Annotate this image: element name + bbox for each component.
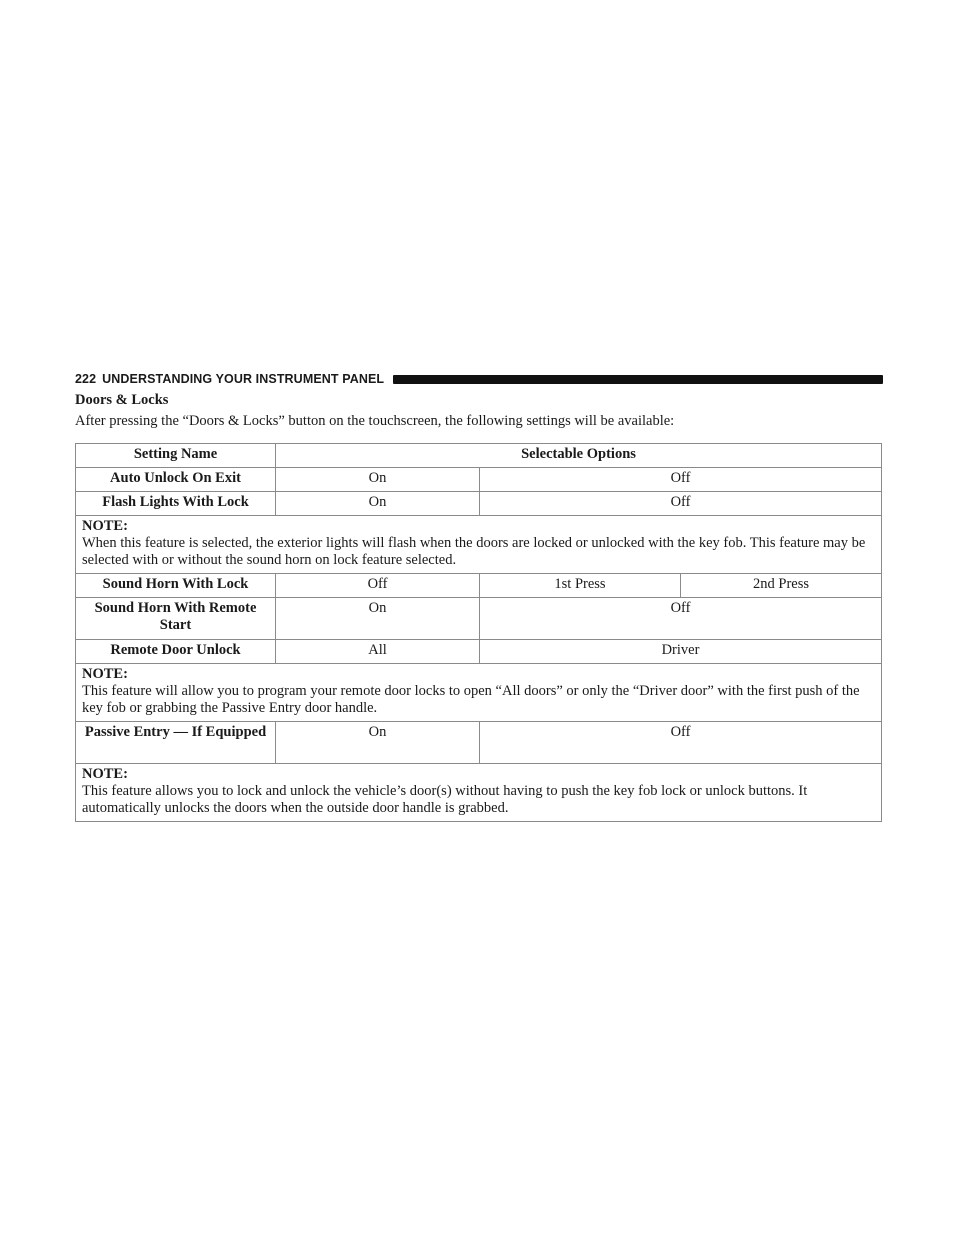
page-header xyxy=(75,371,883,387)
table-row xyxy=(76,574,882,598)
option-cell: All xyxy=(276,640,480,664)
header-title: UNDERSTANDING YOUR INSTRUMENT PANEL xyxy=(102,372,385,386)
option-cell: On xyxy=(276,598,480,640)
option-cell: On xyxy=(276,722,480,764)
table-row xyxy=(76,640,882,664)
option-cell: Off xyxy=(480,598,882,640)
setting-name: Flash Lights With Lock xyxy=(76,492,276,516)
note-text: This feature allows you to lock and unlock the vehicle’s door(s) without having to push the key fob lock or unlock buttons. It automatically unlocks the doors when the outside door handle is grabbed. xyxy=(82,783,808,816)
table-row xyxy=(76,492,882,516)
header-setting-name: Setting Name xyxy=(76,444,276,468)
note-cell xyxy=(76,516,882,574)
option-cell: On xyxy=(276,468,480,492)
option-cell: On xyxy=(276,492,480,516)
note-row xyxy=(76,764,882,822)
page-number: 222 xyxy=(75,372,97,386)
note-text: When this feature is selected, the exterior lights will flash when the doors are locked or unlocked with the key fob. This feature may be selected with or without the sound horn on lock feature selected. xyxy=(82,535,866,568)
option-cell: Off xyxy=(276,574,480,598)
option-cell: Off xyxy=(480,722,882,764)
table-row xyxy=(76,598,882,640)
header-rule xyxy=(393,375,883,384)
option-cell: Driver xyxy=(480,640,882,664)
note-cell xyxy=(76,764,882,822)
note-label: NOTE: xyxy=(82,766,128,782)
note-row xyxy=(76,664,882,722)
note-cell xyxy=(76,664,882,722)
setting-name: Sound Horn With Lock xyxy=(76,574,276,598)
section-heading: Doors & Locks xyxy=(75,392,169,408)
note-row xyxy=(76,516,882,574)
header-selectable-options: Selectable Options xyxy=(276,444,882,468)
table-row xyxy=(76,722,882,764)
settings-table xyxy=(75,443,882,822)
setting-name: Passive Entry — If Equipped xyxy=(76,722,276,764)
setting-name: Sound Horn With Remote Start xyxy=(76,598,276,640)
table-row xyxy=(76,468,882,492)
setting-name: Auto Unlock On Exit xyxy=(76,468,276,492)
note-label: NOTE: xyxy=(82,666,128,682)
setting-name: Remote Door Unlock xyxy=(76,640,276,664)
intro-paragraph: After pressing the “Doors & Locks” button on the touchscreen, the following settings will be available: xyxy=(75,413,675,429)
option-cell: Off xyxy=(480,492,882,516)
table-header-row xyxy=(76,444,882,468)
note-label: NOTE: xyxy=(82,518,128,534)
option-cell: Off xyxy=(480,468,882,492)
note-text: This feature will allow you to program your remote door locks to open “All doors” or only the “Driver door” with the first push of the key fob or grabbing the Passive Entry door handle. xyxy=(82,683,860,716)
option-cell: 2nd Press xyxy=(681,574,882,598)
option-cell: 1st Press xyxy=(480,574,681,598)
